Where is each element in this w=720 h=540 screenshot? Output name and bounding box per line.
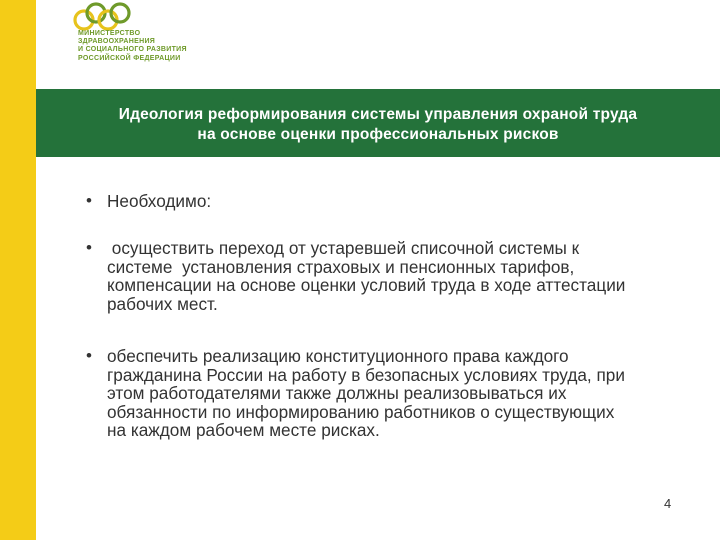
bullet-dot: • [86,191,92,210]
logo-line: ЗДРАВООХРАНЕНИЯ [78,38,156,46]
slide-title-line-1: Идеология реформирования системы управления охраной труда [118,106,638,123]
bullet-line: осуществить переход от устаревшей списочной системы к [107,238,580,258]
slide-title-line-2: на основе оценки профессиональных рисков [197,126,559,143]
bullet-line: гражданина России на работу в безопасных условиях труда, при [107,364,625,385]
bullet-line: обеспечить реализацию конституционного права каждого [107,346,569,366]
page-number: 4 [664,496,672,511]
bullet-text [107,192,717,211]
bullet-line: рабочих мест. [107,293,218,314]
logo-line: И СОЦИАЛЬНОГО РАЗВИТИЯ [78,46,187,54]
logo-line: МИНИСТЕРСТВО [78,30,141,37]
bullet-line: на каждом рабочем месте рисках. [107,420,380,440]
bullet-dot: • [86,346,92,365]
bullet-line: Необходимо: [107,191,212,211]
bullet-dot: • [86,238,92,257]
logo-line: РОССИЙСКОЙ ФЕДЕРАЦИИ [78,54,181,62]
bullet-line: обязанности по информированию работников о существующих [107,401,615,422]
bullet-text [107,239,717,313]
bullet-line: этом работодателями также должны реализовываться их [107,383,567,403]
bullet-line: системе установления страховых и пенсионных тарифов, [107,256,575,277]
bullet-line: компенсации на основе оценки условий труда в ходе аттестации [107,275,626,295]
bullet-text [107,347,717,440]
